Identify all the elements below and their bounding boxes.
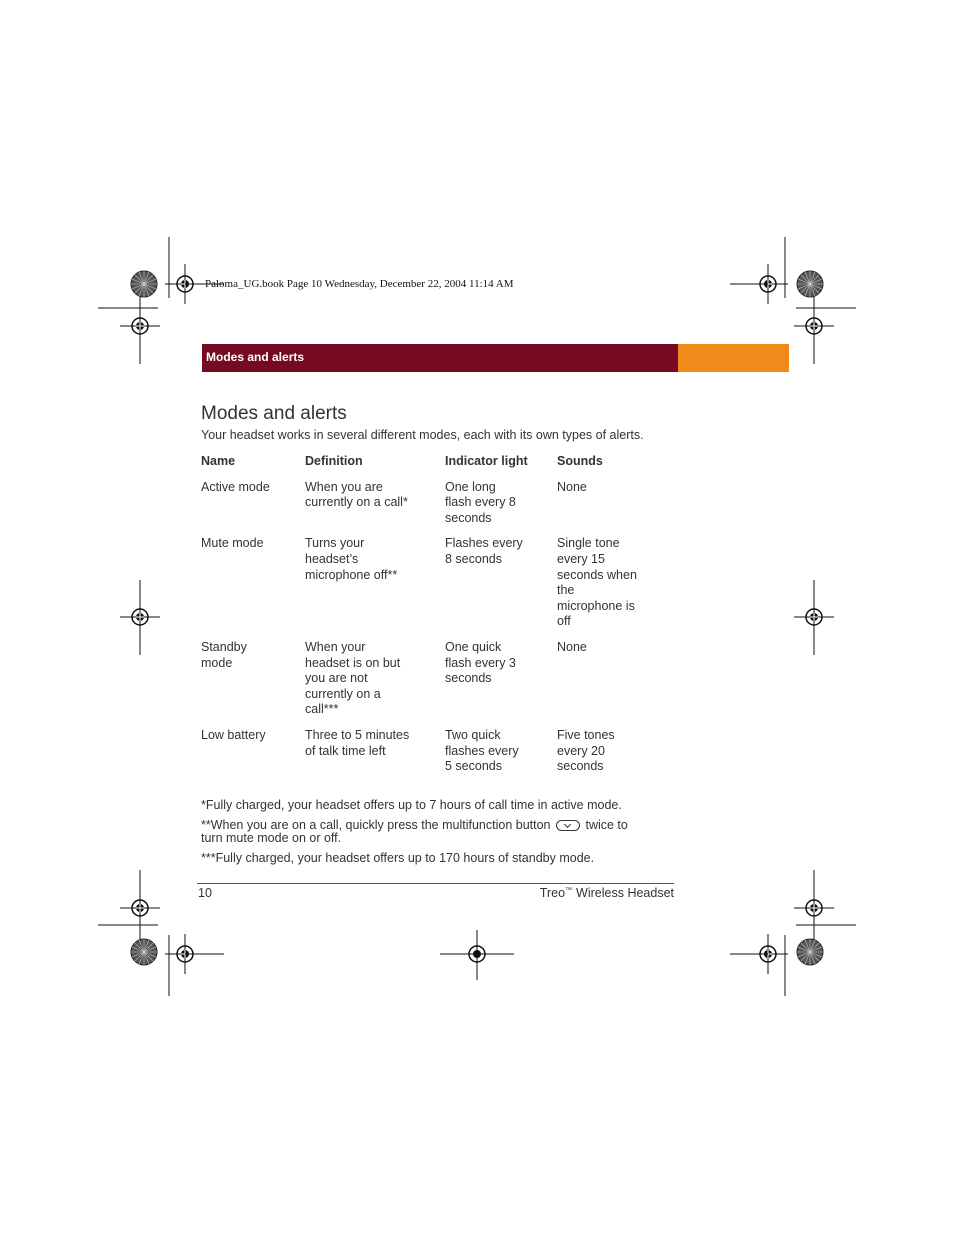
- cell-text: Single tone every 15 seconds when the microphone is off: [557, 536, 637, 629]
- footnote-1: *Fully charged, your headset offers up to 7 hours of call time in active mode.: [201, 798, 622, 812]
- color-bar-starburst-icon: [797, 939, 823, 965]
- book-file-header: Paloma_UG.book Page 10 Wednesday, December 22, 2004 11:14 AM: [205, 278, 514, 290]
- cell-text: None: [557, 479, 587, 494]
- footnote-2-text: **When you are on a call, quickly press the multifunction button: [201, 818, 551, 832]
- cell-text: Three to 5 minutes of talk time left: [305, 727, 410, 758]
- header-name: Name: [201, 454, 236, 468]
- cell-text: Turns your headset’s microphone off**: [305, 536, 398, 582]
- cell-text: When your headset is on but you are not currently on a call***: [305, 639, 401, 717]
- cell-text: When you are currently on a call*: [305, 479, 408, 510]
- trademark-symbol: ™: [565, 886, 573, 894]
- cell-text: One long flash every 8 seconds: [445, 479, 516, 525]
- registration-target-icon: [120, 597, 160, 637]
- registration-target-icon: [794, 306, 834, 346]
- footer-product: Wireless Headset: [576, 886, 674, 900]
- header-indicator-light: Indicator light: [445, 454, 528, 468]
- cell-text: One quick flash every 3 seconds: [445, 639, 516, 686]
- cell-text: Low battery: [201, 727, 266, 742]
- footnote-2-line2: turn mute mode on or off.: [201, 831, 342, 845]
- cell-text: Two quick flashes every 5 seconds: [445, 727, 519, 774]
- banner-label: Modes and alerts: [206, 350, 305, 364]
- color-bar-starburst-icon: [131, 939, 157, 965]
- registration-target-icon: [120, 888, 160, 928]
- color-bar-starburst-icon: [131, 271, 157, 297]
- footnote-3: ***Fully charged, your headset offers up to 170 hours of standby mode.: [201, 851, 595, 865]
- color-bar-starburst-icon: [797, 271, 823, 297]
- footer-brand: Treo: [539, 886, 566, 900]
- registration-target-icon: [120, 306, 160, 346]
- page-number: 10: [198, 886, 212, 900]
- cell-text: Standby mode: [201, 639, 247, 670]
- cell-text: Mute mode: [201, 536, 264, 551]
- cell-text: Flashes every 8 seconds: [445, 536, 523, 566]
- header-definition: Definition: [305, 454, 363, 468]
- cell-text: None: [557, 639, 587, 654]
- intro-text: Your headset works in several different modes, each with its own types of alerts.: [201, 428, 644, 442]
- header-sounds: Sounds: [557, 454, 603, 468]
- page-title: Modes and alerts: [201, 403, 347, 424]
- cell-text: Five tones every 20 seconds: [557, 727, 615, 774]
- footnote-2-text-after: twice to: [585, 818, 628, 832]
- registration-target-icon: [794, 597, 834, 637]
- registration-target-icon: [794, 888, 834, 928]
- cell-text: Active mode: [201, 479, 270, 494]
